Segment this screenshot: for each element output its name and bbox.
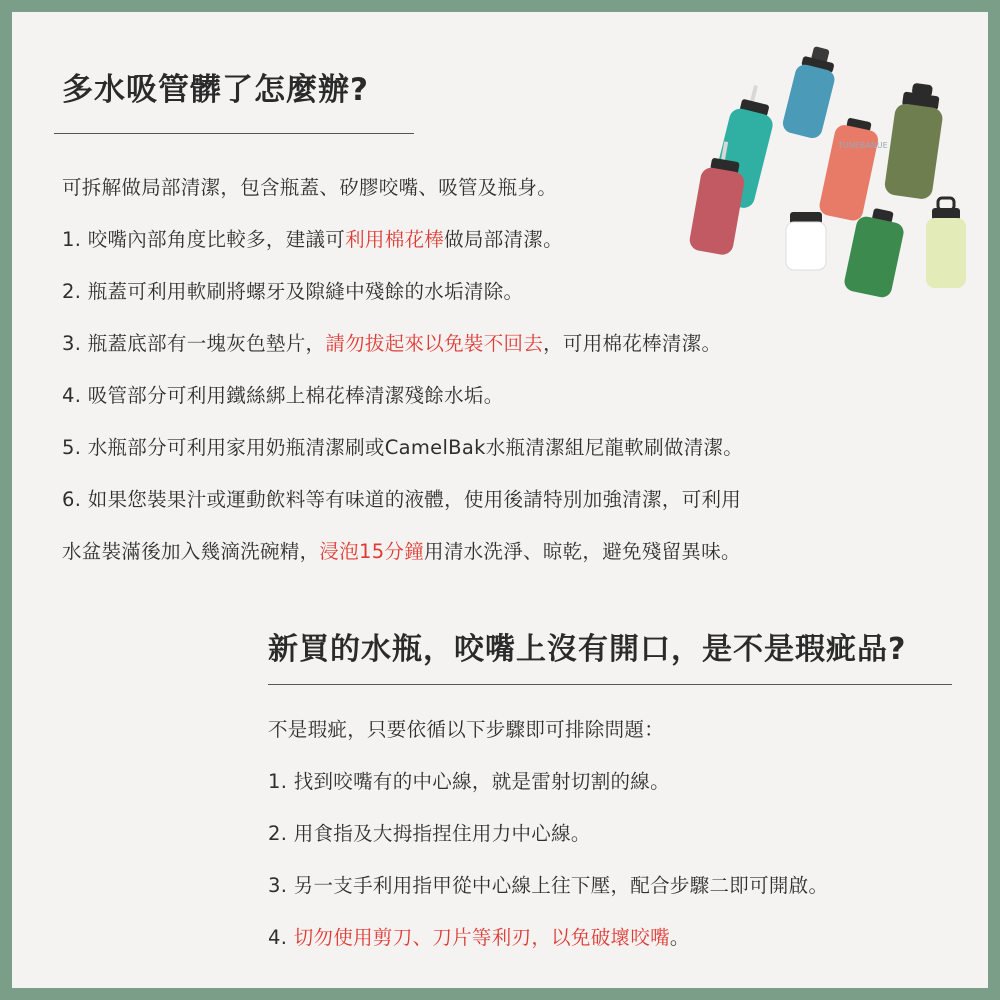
item-text: 3. 瓶蓋底部有一塊灰色墊片，: [62, 332, 326, 355]
section1-item-4: [62, 380, 504, 408]
bottle-olive: [883, 81, 946, 201]
item-text: 1. 找到咬嘴有的中心線，就是雷射切割的線。: [268, 770, 670, 793]
watermark-text: TUNEBANUE: [838, 141, 888, 150]
section1-title: 多水吸管髒了怎麼辦?: [62, 72, 369, 108]
section1-item-2: [62, 276, 523, 304]
section2-title: 新買的水瓶，咬嘴上沒有開口，是不是瑕疵品?: [268, 632, 907, 667]
item-text: 5. 水瓶部分可利用家用奶瓶清潔刷或CamelBak水瓶清潔組尼龍軟刷做清潔。: [62, 436, 744, 459]
item-highlight: 浸泡15分鐘: [319, 540, 425, 563]
water-bottles-image: [684, 40, 976, 300]
section2-item-1: [268, 766, 670, 794]
item-text: 6. 如果您裝果汁或運動飲料等有味道的液體，使用後請特別加強清潔，可利用: [62, 488, 742, 511]
section1-item-6: [62, 484, 741, 512]
section2-item-4: [268, 922, 690, 950]
item-highlight: 利用棉花棒: [345, 228, 445, 251]
item-text: 2. 用食指及大拇指捏住用力中心線。: [268, 822, 591, 845]
section2-item-3: [268, 870, 828, 898]
bottle-blue: [781, 43, 842, 140]
item-text: 。: [669, 926, 690, 949]
section2-divider: [268, 684, 952, 685]
bottle-pale: [926, 198, 966, 288]
section2-intro: 不是瑕疵，只要依循以下步驟即可排除問題：: [268, 718, 665, 741]
section1-item-3: [62, 328, 721, 356]
item-text: 做局部清潔。: [444, 228, 563, 251]
item-text: 4.: [268, 926, 294, 949]
section1-item-1: [62, 224, 563, 252]
item-text: 2. 瓶蓋可利用軟刷將螺牙及隙縫中殘餘的水垢清除。: [62, 280, 524, 303]
section1-intro: 可拆解做局部清潔，包含瓶蓋、矽膠咬嘴、吸管及瓶身。: [62, 176, 558, 199]
bottle-white: [786, 212, 826, 270]
item-text: 1. 咬嘴內部角度比較多，建議可: [62, 228, 346, 251]
item-text: ，可用棉花棒清潔。: [543, 332, 722, 355]
item-highlight: 請勿拔起來以免裝不回去: [325, 332, 544, 355]
item-text: 3. 另一支手利用指甲從中心線上往下壓，配合步驟二即可開啟。: [268, 874, 829, 897]
item-highlight: 切勿使用剪刀、刀片等利刃，以免破壞咬嘴: [293, 926, 670, 949]
section1-item-5: [62, 432, 743, 460]
item-text: 水盆裝滿後加入幾滴洗碗精，: [62, 540, 320, 563]
bottle-coral: [818, 115, 882, 222]
item-text: 4. 吸管部分可利用鐵絲綁上棉花棒清潔殘餘水垢。: [62, 384, 504, 407]
item-text: 用清水洗淨、晾乾，避免殘留異味。: [424, 540, 741, 563]
section1-divider: [54, 133, 414, 134]
content-card: [12, 12, 988, 988]
section1-item-6-cont: [62, 536, 741, 564]
section2-item-2: [268, 818, 591, 846]
